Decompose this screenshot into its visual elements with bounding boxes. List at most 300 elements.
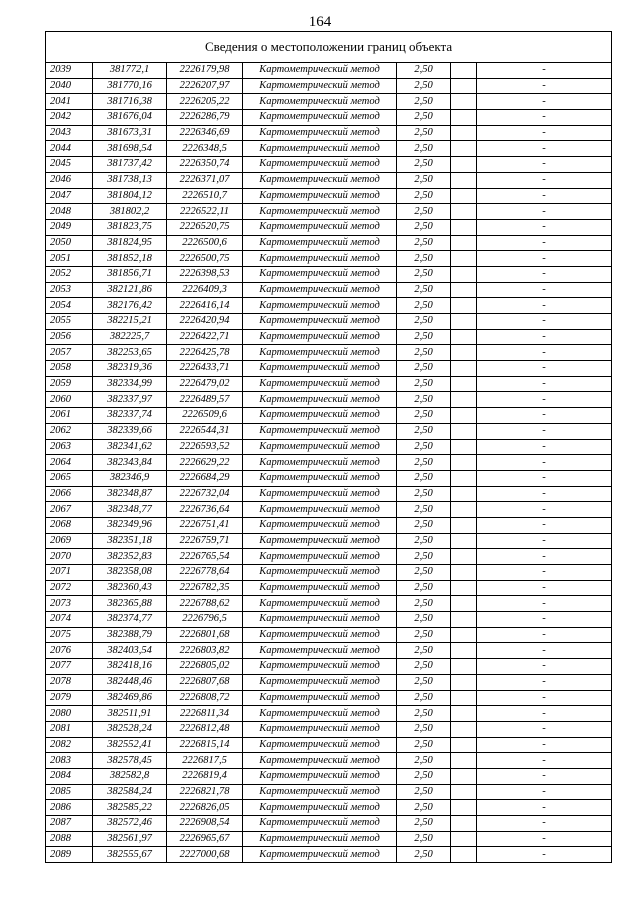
x-coordinate-cell: 381852,18 xyxy=(93,251,167,267)
blank-cell xyxy=(451,219,477,235)
blank-cell xyxy=(451,517,477,533)
accuracy-cell: 2,50 xyxy=(397,110,451,126)
blank-cell xyxy=(451,235,477,251)
x-coordinate-cell: 382319,36 xyxy=(93,361,167,377)
note-cell: - xyxy=(477,172,612,188)
blank-cell xyxy=(451,565,477,581)
x-coordinate-cell: 382582,8 xyxy=(93,768,167,784)
note-cell: - xyxy=(477,784,612,800)
accuracy-cell: 2,50 xyxy=(397,219,451,235)
method-cell: Картометрический метод xyxy=(243,219,397,235)
blank-cell xyxy=(451,721,477,737)
blank-cell xyxy=(451,188,477,204)
table-row xyxy=(46,721,612,737)
method-cell: Картометрический метод xyxy=(243,63,397,79)
note-cell: - xyxy=(477,110,612,126)
table-row xyxy=(46,361,612,377)
table-row xyxy=(46,580,612,596)
y-coordinate-cell: 2226965,67 xyxy=(167,831,243,847)
method-cell: Картометрический метод xyxy=(243,612,397,628)
blank-cell xyxy=(451,643,477,659)
method-cell: Картометрический метод xyxy=(243,517,397,533)
x-coordinate-cell: 382585,22 xyxy=(93,800,167,816)
blank-cell xyxy=(451,659,477,675)
accuracy-cell: 2,50 xyxy=(397,486,451,502)
method-cell: Картометрический метод xyxy=(243,188,397,204)
x-coordinate-cell: 382360,43 xyxy=(93,580,167,596)
accuracy-cell: 2,50 xyxy=(397,502,451,518)
x-coordinate-cell: 382337,74 xyxy=(93,408,167,424)
point-number-cell: 2056 xyxy=(46,329,93,345)
point-number-cell: 2052 xyxy=(46,266,93,282)
y-coordinate-cell: 2226817,5 xyxy=(167,753,243,769)
y-coordinate-cell: 2226796,5 xyxy=(167,612,243,628)
blank-cell xyxy=(451,533,477,549)
blank-cell xyxy=(451,706,477,722)
point-number-cell: 2070 xyxy=(46,549,93,565)
table-row xyxy=(46,470,612,486)
point-number-cell: 2048 xyxy=(46,204,93,220)
point-number-cell: 2067 xyxy=(46,502,93,518)
blank-cell xyxy=(451,800,477,816)
point-number-cell: 2051 xyxy=(46,251,93,267)
method-cell: Картометрический метод xyxy=(243,502,397,518)
x-coordinate-cell: 382552,41 xyxy=(93,737,167,753)
note-cell: - xyxy=(477,753,612,769)
x-coordinate-cell: 382348,87 xyxy=(93,486,167,502)
table-row xyxy=(46,345,612,361)
y-coordinate-cell: 2226522,11 xyxy=(167,204,243,220)
accuracy-cell: 2,50 xyxy=(397,643,451,659)
accuracy-cell: 2,50 xyxy=(397,800,451,816)
method-cell: Картометрический метод xyxy=(243,674,397,690)
x-coordinate-cell: 382348,77 xyxy=(93,502,167,518)
method-cell: Картометрический метод xyxy=(243,94,397,110)
table-row xyxy=(46,219,612,235)
table-row xyxy=(46,204,612,220)
blank-cell xyxy=(451,674,477,690)
point-number-cell: 2081 xyxy=(46,721,93,737)
y-coordinate-cell: 2226371,07 xyxy=(167,172,243,188)
note-cell: - xyxy=(477,141,612,157)
method-cell: Картометрический метод xyxy=(243,784,397,800)
table-row xyxy=(46,314,612,330)
method-cell: Картометрический метод xyxy=(243,721,397,737)
blank-cell xyxy=(451,298,477,314)
accuracy-cell: 2,50 xyxy=(397,141,451,157)
y-coordinate-cell: 2226398,53 xyxy=(167,266,243,282)
table-row xyxy=(46,157,612,173)
point-number-cell: 2077 xyxy=(46,659,93,675)
x-coordinate-cell: 382469,86 xyxy=(93,690,167,706)
table-row xyxy=(46,235,612,251)
table-row xyxy=(46,706,612,722)
note-cell: - xyxy=(477,266,612,282)
x-coordinate-cell: 382561,97 xyxy=(93,831,167,847)
accuracy-cell: 2,50 xyxy=(397,565,451,581)
note-cell: - xyxy=(477,470,612,486)
table-row xyxy=(46,141,612,157)
note-cell: - xyxy=(477,674,612,690)
note-cell: - xyxy=(477,580,612,596)
table-row xyxy=(46,455,612,471)
table-row xyxy=(46,831,612,847)
note-cell: - xyxy=(477,721,612,737)
x-coordinate-cell: 381738,13 xyxy=(93,172,167,188)
point-number-cell: 2087 xyxy=(46,816,93,832)
y-coordinate-cell: 2226489,57 xyxy=(167,392,243,408)
x-coordinate-cell: 382584,24 xyxy=(93,784,167,800)
accuracy-cell: 2,50 xyxy=(397,737,451,753)
table-row xyxy=(46,125,612,141)
x-coordinate-cell: 382225,7 xyxy=(93,329,167,345)
y-coordinate-cell: 2226348,5 xyxy=(167,141,243,157)
table-row xyxy=(46,596,612,612)
note-cell: - xyxy=(477,157,612,173)
x-coordinate-cell: 382349,96 xyxy=(93,517,167,533)
y-coordinate-cell: 2226500,75 xyxy=(167,251,243,267)
accuracy-cell: 2,50 xyxy=(397,314,451,330)
accuracy-cell: 2,50 xyxy=(397,392,451,408)
accuracy-cell: 2,50 xyxy=(397,235,451,251)
method-cell: Картометрический метод xyxy=(243,737,397,753)
y-coordinate-cell: 2226778,64 xyxy=(167,565,243,581)
method-cell: Картометрический метод xyxy=(243,596,397,612)
accuracy-cell: 2,50 xyxy=(397,361,451,377)
y-coordinate-cell: 2226420,94 xyxy=(167,314,243,330)
accuracy-cell: 2,50 xyxy=(397,345,451,361)
table-row xyxy=(46,423,612,439)
note-cell: - xyxy=(477,706,612,722)
blank-cell xyxy=(451,768,477,784)
x-coordinate-cell: 382341,62 xyxy=(93,439,167,455)
accuracy-cell: 2,50 xyxy=(397,784,451,800)
point-number-cell: 2076 xyxy=(46,643,93,659)
method-cell: Картометрический метод xyxy=(243,141,397,157)
x-coordinate-cell: 382555,67 xyxy=(93,847,167,863)
blank-cell xyxy=(451,282,477,298)
method-cell: Картометрический метод xyxy=(243,314,397,330)
y-coordinate-cell: 2226350,74 xyxy=(167,157,243,173)
table-row xyxy=(46,78,612,94)
point-number-cell: 2063 xyxy=(46,439,93,455)
y-coordinate-cell: 2226520,75 xyxy=(167,219,243,235)
accuracy-cell: 2,50 xyxy=(397,204,451,220)
point-number-cell: 2055 xyxy=(46,314,93,330)
table-row xyxy=(46,643,612,659)
accuracy-cell: 2,50 xyxy=(397,251,451,267)
x-coordinate-cell: 381737,42 xyxy=(93,157,167,173)
method-cell: Картометрический метод xyxy=(243,439,397,455)
blank-cell xyxy=(451,78,477,94)
note-cell: - xyxy=(477,847,612,863)
point-number-cell: 2045 xyxy=(46,157,93,173)
note-cell: - xyxy=(477,63,612,79)
blank-cell xyxy=(451,753,477,769)
y-coordinate-cell: 2226782,35 xyxy=(167,580,243,596)
y-coordinate-cell: 2226805,02 xyxy=(167,659,243,675)
table-row xyxy=(46,816,612,832)
accuracy-cell: 2,50 xyxy=(397,768,451,784)
table-row xyxy=(46,376,612,392)
method-cell: Картометрический метод xyxy=(243,470,397,486)
method-cell: Картометрический метод xyxy=(243,627,397,643)
table-body xyxy=(46,63,612,863)
y-coordinate-cell: 2226759,71 xyxy=(167,533,243,549)
method-cell: Картометрический метод xyxy=(243,329,397,345)
point-number-cell: 2059 xyxy=(46,376,93,392)
y-coordinate-cell: 2226179,98 xyxy=(167,63,243,79)
x-coordinate-cell: 381673,31 xyxy=(93,125,167,141)
blank-cell xyxy=(451,94,477,110)
accuracy-cell: 2,50 xyxy=(397,63,451,79)
accuracy-cell: 2,50 xyxy=(397,690,451,706)
x-coordinate-cell: 382448,46 xyxy=(93,674,167,690)
y-coordinate-cell: 2226422,71 xyxy=(167,329,243,345)
note-cell: - xyxy=(477,423,612,439)
table-row xyxy=(46,659,612,675)
blank-cell xyxy=(451,690,477,706)
accuracy-cell: 2,50 xyxy=(397,94,451,110)
table-row xyxy=(46,94,612,110)
method-cell: Картометрический метод xyxy=(243,282,397,298)
note-cell: - xyxy=(477,376,612,392)
point-number-cell: 2075 xyxy=(46,627,93,643)
point-number-cell: 2049 xyxy=(46,219,93,235)
x-coordinate-cell: 382578,45 xyxy=(93,753,167,769)
point-number-cell: 2080 xyxy=(46,706,93,722)
y-coordinate-cell: 2226826,05 xyxy=(167,800,243,816)
note-cell: - xyxy=(477,486,612,502)
method-cell: Картометрический метод xyxy=(243,659,397,675)
point-number-cell: 2043 xyxy=(46,125,93,141)
method-cell: Картометрический метод xyxy=(243,157,397,173)
point-number-cell: 2060 xyxy=(46,392,93,408)
point-number-cell: 2058 xyxy=(46,361,93,377)
x-coordinate-cell: 382334,99 xyxy=(93,376,167,392)
note-cell: - xyxy=(477,345,612,361)
table-row xyxy=(46,565,612,581)
blank-cell xyxy=(451,486,477,502)
y-coordinate-cell: 2226629,22 xyxy=(167,455,243,471)
note-cell: - xyxy=(477,596,612,612)
blank-cell xyxy=(451,157,477,173)
method-cell: Картометрический метод xyxy=(243,643,397,659)
x-coordinate-cell: 382352,83 xyxy=(93,549,167,565)
x-coordinate-cell: 382339,66 xyxy=(93,423,167,439)
accuracy-cell: 2,50 xyxy=(397,721,451,737)
accuracy-cell: 2,50 xyxy=(397,847,451,863)
note-cell: - xyxy=(477,690,612,706)
point-number-cell: 2050 xyxy=(46,235,93,251)
accuracy-cell: 2,50 xyxy=(397,423,451,439)
blank-cell xyxy=(451,329,477,345)
point-number-cell: 2082 xyxy=(46,737,93,753)
accuracy-cell: 2,50 xyxy=(397,298,451,314)
accuracy-cell: 2,50 xyxy=(397,549,451,565)
x-coordinate-cell: 382418,16 xyxy=(93,659,167,675)
method-cell: Картометрический метод xyxy=(243,110,397,126)
table-row xyxy=(46,847,612,863)
point-number-cell: 2061 xyxy=(46,408,93,424)
x-coordinate-cell: 381802,2 xyxy=(93,204,167,220)
blank-cell xyxy=(451,596,477,612)
y-coordinate-cell: 2226593,52 xyxy=(167,439,243,455)
y-coordinate-cell: 2226736,64 xyxy=(167,502,243,518)
x-coordinate-cell: 382346,9 xyxy=(93,470,167,486)
accuracy-cell: 2,50 xyxy=(397,517,451,533)
blank-cell xyxy=(451,204,477,220)
blank-cell xyxy=(451,847,477,863)
note-cell: - xyxy=(477,627,612,643)
blank-cell xyxy=(451,423,477,439)
y-coordinate-cell: 2226788,62 xyxy=(167,596,243,612)
page-number: 164 xyxy=(308,14,332,30)
table-row xyxy=(46,549,612,565)
table-row xyxy=(46,517,612,533)
table-row xyxy=(46,627,612,643)
y-coordinate-cell: 2227000,68 xyxy=(167,847,243,863)
table-row xyxy=(46,392,612,408)
accuracy-cell: 2,50 xyxy=(397,329,451,345)
note-cell: - xyxy=(477,329,612,345)
x-coordinate-cell: 382528,24 xyxy=(93,721,167,737)
x-coordinate-cell: 382572,46 xyxy=(93,816,167,832)
method-cell: Картометрический метод xyxy=(243,345,397,361)
note-cell: - xyxy=(477,612,612,628)
x-coordinate-cell: 381770,16 xyxy=(93,78,167,94)
x-coordinate-cell: 382343,84 xyxy=(93,455,167,471)
table-row xyxy=(46,690,612,706)
point-number-cell: 2089 xyxy=(46,847,93,863)
blank-cell xyxy=(451,831,477,847)
x-coordinate-cell: 381856,71 xyxy=(93,266,167,282)
method-cell: Картометрический метод xyxy=(243,486,397,502)
x-coordinate-cell: 382388,79 xyxy=(93,627,167,643)
point-number-cell: 2057 xyxy=(46,345,93,361)
accuracy-cell: 2,50 xyxy=(397,408,451,424)
accuracy-cell: 2,50 xyxy=(397,376,451,392)
point-number-cell: 2088 xyxy=(46,831,93,847)
blank-cell xyxy=(451,63,477,79)
x-coordinate-cell: 381804,12 xyxy=(93,188,167,204)
method-cell: Картометрический метод xyxy=(243,251,397,267)
accuracy-cell: 2,50 xyxy=(397,470,451,486)
note-cell: - xyxy=(477,549,612,565)
blank-cell xyxy=(451,172,477,188)
table-row xyxy=(46,439,612,455)
table-title: Сведения о местоположении границ объекта xyxy=(46,32,612,63)
point-number-cell: 2083 xyxy=(46,753,93,769)
point-number-cell: 2086 xyxy=(46,800,93,816)
note-cell: - xyxy=(477,94,612,110)
y-coordinate-cell: 2226509,6 xyxy=(167,408,243,424)
note-cell: - xyxy=(477,188,612,204)
blank-cell xyxy=(451,549,477,565)
method-cell: Картометрический метод xyxy=(243,753,397,769)
y-coordinate-cell: 2226207,97 xyxy=(167,78,243,94)
accuracy-cell: 2,50 xyxy=(397,659,451,675)
note-cell: - xyxy=(477,282,612,298)
y-coordinate-cell: 2226807,68 xyxy=(167,674,243,690)
table-row xyxy=(46,408,612,424)
point-number-cell: 2073 xyxy=(46,596,93,612)
x-coordinate-cell: 382365,88 xyxy=(93,596,167,612)
blank-cell xyxy=(451,439,477,455)
x-coordinate-cell: 382121,86 xyxy=(93,282,167,298)
method-cell: Картометрический метод xyxy=(243,768,397,784)
note-cell: - xyxy=(477,235,612,251)
method-cell: Картометрический метод xyxy=(243,376,397,392)
point-number-cell: 2042 xyxy=(46,110,93,126)
accuracy-cell: 2,50 xyxy=(397,674,451,690)
method-cell: Картометрический метод xyxy=(243,549,397,565)
point-number-cell: 2069 xyxy=(46,533,93,549)
blank-cell xyxy=(451,376,477,392)
point-number-cell: 2054 xyxy=(46,298,93,314)
blank-cell xyxy=(451,345,477,361)
note-cell: - xyxy=(477,816,612,832)
blank-cell xyxy=(451,110,477,126)
blank-cell xyxy=(451,266,477,282)
method-cell: Картометрический метод xyxy=(243,831,397,847)
point-number-cell: 2071 xyxy=(46,565,93,581)
x-coordinate-cell: 382253,65 xyxy=(93,345,167,361)
point-number-cell: 2084 xyxy=(46,768,93,784)
x-coordinate-cell: 381698,54 xyxy=(93,141,167,157)
x-coordinate-cell: 382351,18 xyxy=(93,533,167,549)
note-cell: - xyxy=(477,659,612,675)
method-cell: Картометрический метод xyxy=(243,266,397,282)
accuracy-cell: 2,50 xyxy=(397,125,451,141)
table-row xyxy=(46,737,612,753)
note-cell: - xyxy=(477,314,612,330)
y-coordinate-cell: 2226479,02 xyxy=(167,376,243,392)
accuracy-cell: 2,50 xyxy=(397,753,451,769)
table-row xyxy=(46,674,612,690)
x-coordinate-cell: 382374,77 xyxy=(93,612,167,628)
blank-cell xyxy=(451,141,477,157)
y-coordinate-cell: 2226908,54 xyxy=(167,816,243,832)
y-coordinate-cell: 2226544,31 xyxy=(167,423,243,439)
x-coordinate-cell: 382176,42 xyxy=(93,298,167,314)
blank-cell xyxy=(451,737,477,753)
blank-cell xyxy=(451,125,477,141)
table-row xyxy=(46,63,612,79)
x-coordinate-cell: 382215,21 xyxy=(93,314,167,330)
note-cell: - xyxy=(477,298,612,314)
point-number-cell: 2047 xyxy=(46,188,93,204)
accuracy-cell: 2,50 xyxy=(397,266,451,282)
note-cell: - xyxy=(477,361,612,377)
point-number-cell: 2062 xyxy=(46,423,93,439)
table-row xyxy=(46,768,612,784)
method-cell: Картометрический метод xyxy=(243,423,397,439)
table-row xyxy=(46,800,612,816)
note-cell: - xyxy=(477,78,612,94)
y-coordinate-cell: 2226803,82 xyxy=(167,643,243,659)
blank-cell xyxy=(451,392,477,408)
note-cell: - xyxy=(477,565,612,581)
y-coordinate-cell: 2226821,78 xyxy=(167,784,243,800)
y-coordinate-cell: 2226732,04 xyxy=(167,486,243,502)
blank-cell xyxy=(451,784,477,800)
note-cell: - xyxy=(477,643,612,659)
table-row xyxy=(46,329,612,345)
accuracy-cell: 2,50 xyxy=(397,455,451,471)
method-cell: Картометрический метод xyxy=(243,235,397,251)
x-coordinate-cell: 382358,08 xyxy=(93,565,167,581)
